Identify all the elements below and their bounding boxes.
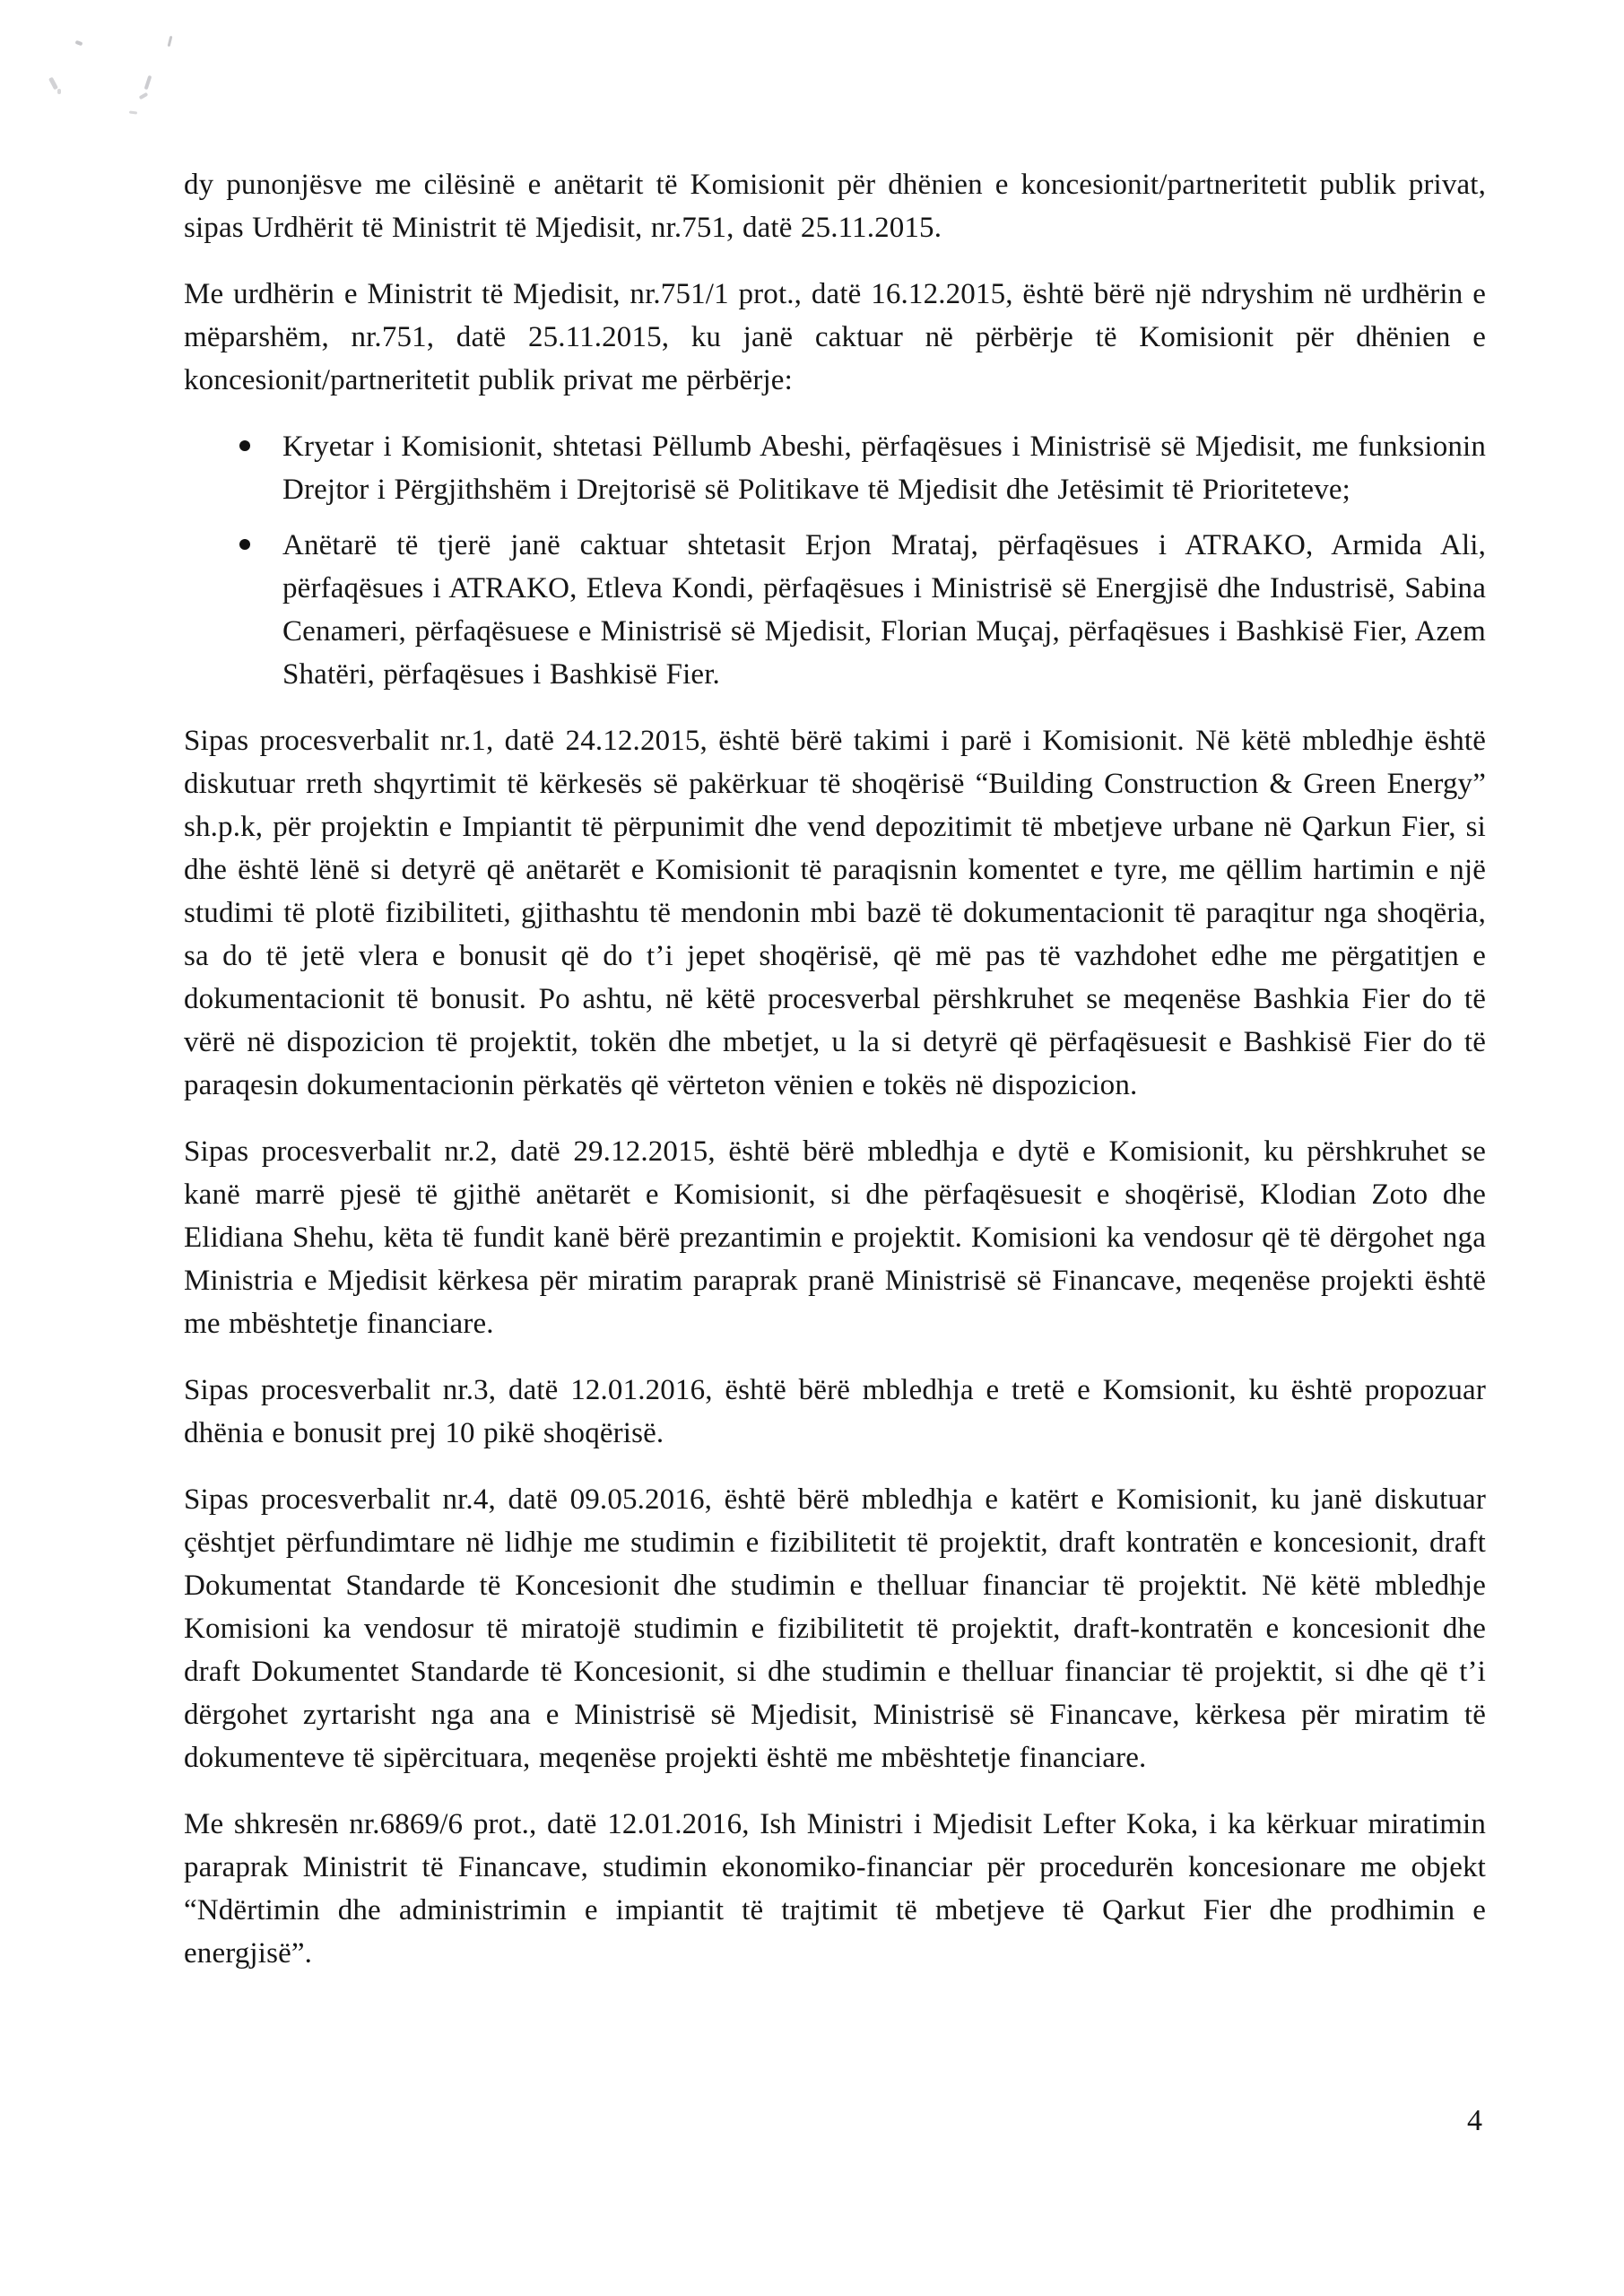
paragraph-continuation: dy punonjësve me cilësinë e anëtarit të Komisionit për dhënien e koncesionit/partneritetit publik privat, sipas Urdhërit të Ministrit të Mjedisit, nr.751, datë 25.11.2015.	[184, 169, 1486, 244]
commission-members-list	[184, 425, 1486, 696]
paragraph-minutes-4: Sipas procesverbalit nr.4, datë 09.05.2016, është bërë mbledhja e katërt e Komisionit, ku janë diskutuar çështjet përfundimtare në lidhje me studimin e fizibilitetit të projektit, draft kontratën e koncesionit, draft Dokumentat Standarde të Koncesionit dhe studimin e thelluar financiar të projektit. Në këtë mbledhje Komisioni ka vendosur të miratojë studimin e fizibilitetit të projektit, draft-kontratën e koncesionit dhe draft Dokumentet Standarde të Koncesionit, si dhe studimin e thelluar financiar të projektit, si dhe që t’i dërgohet zyrtarisht nga ana e Ministrisë së Mjedisit, Ministrisë së Financave, kërkesa për miratim të dokumenteve të sipërcituara, meqenëse projekti është me mbështetje financiare.	[184, 1483, 1486, 1774]
paragraph-minutes-3: Sipas procesverbalit nr.3, datë 12.01.2016, është bërë mbledhja e tretë e Komsionit, ku është propozuar dhënia e bonusit prej 10 pikë shoqërisë.	[184, 1374, 1486, 1449]
scan-artifact	[168, 36, 173, 47]
scan-artifact	[57, 89, 61, 94]
list-item	[184, 524, 1486, 696]
page-number: 4	[1467, 2104, 1482, 2137]
paragraph-minutes-1: Sipas procesverbalit nr.1, datë 24.12.2015, është bërë takimi i parë i Komisionit. Në këtë mbledhje është diskutuar rreth shqyrtimit të kërkesës së pakërkuar të shoqërisë “Building Construction & Green Energy” sh.p.k, për projektin e Impiantit të përpunimit dhe vend depozitimit të mbetjeve urbane në Qarkun Fier, si dhe është lënë si detyrë që anëtarët e Komisionit të paraqisnin komentet e tyre, me qëllim hartimin e një studimi të plotë fizibiliteti, gjithashtu të mendonin mbi bazë të dokumentacionit të paraqitur nga shoqëria, sa do të jetë vlera e bonusit që do t’i jepet shoqërisë, që më pas të vazhdohet edhe me përgatitjen e dokumentacionit të bonusit. Po ashtu, në këtë procesverbal përshkruhet se meqenëse Bashkia Fier do të vërë në dispozicion të projektit, tokën dhe mbetjet, u la si detyrë që përfaqësuesit e Bashkisë Fier do të paraqesin dokumentacionin përkatës që vërteton vënien e tokës në dispozicion.	[184, 725, 1486, 1101]
scan-artifact	[129, 110, 137, 114]
paragraph-letter-6869: Me shkresën nr.6869/6 prot., datë 12.01.2016, Ish Ministri i Mjedisit Lefter Koka, i ka kërkuar miratimin paraprak Ministrit të Financave, studimin ekonomiko-financiar për procedurën koncesionare me objekt “Ndërtimin dhe administrimin e impiantit të trajtimit të mbetjeve të Qarkut Fier dhe prodhimin e energjisë”.	[184, 1808, 1486, 1970]
list-item	[184, 425, 1486, 511]
scan-artifact	[48, 77, 58, 91]
bullet-icon	[239, 440, 250, 451]
list-item-text: Anëtarë të tjerë janë caktuar shtetasit Erjon Mrataj, përfaqësues i ATRAKO, Armida Ali, përfaqësues i ATRAKO, Etleva Kondi, përfaqësues i Ministrisë së Energjisë dhe Industrisë, Sabina Cenameri, përfaqësuese e Ministrisë së Mjedisit, Florian Muçaj, përfaqësues i Bashkisë Fier, Azem Shatëri, përfaqësues i Bashkisë Fier.	[282, 529, 1486, 691]
scan-artifact	[144, 75, 152, 90]
bullet-icon	[239, 539, 250, 550]
scan-artifact	[75, 40, 83, 46]
list-item-text: Kryetar i Komisionit, shtetasi Pëllumb Abeshi, përfaqësues i Ministrisë së Mjedisit, me funksionin Drejtor i Përgjithshëm i Drejtorisë së Politikave të Mjedisit dhe Jetësimit të Prioriteteve;	[282, 430, 1486, 506]
paragraph-order-amendment: Me urdhërin e Ministrit të Mjedisit, nr.751/1 prot., datë 16.12.2015, është bërë një ndryshim në urdhërin e mëparshëm, nr.751, datë 25.11.2015, ku janë caktuar në përbërje të Komisionit për dhënien e koncesionit/partneritetit publik privat me përbërje:	[184, 278, 1486, 396]
scan-artifact	[139, 92, 149, 100]
paragraph-minutes-2: Sipas procesverbalit nr.2, datë 29.12.2015, është bërë mbledhja e dytë e Komisionit, ku përshkruhet se kanë marrë pjesë të gjithë anëtarët e Komisionit, si dhe përfaqësuesit e shoqërisë, Klodian Zoto dhe Elidiana Shehu, këta të fundit kanë bërë prezantimin e projektit. Komisioni ka vendosur që të dërgohet nga Ministria e Mjedisit kërkesa për miratim paraprak pranë Ministrisë së Financave, meqenëse projekti është me mbështetje financiare.	[184, 1135, 1486, 1340]
document-body	[184, 163, 1486, 1998]
